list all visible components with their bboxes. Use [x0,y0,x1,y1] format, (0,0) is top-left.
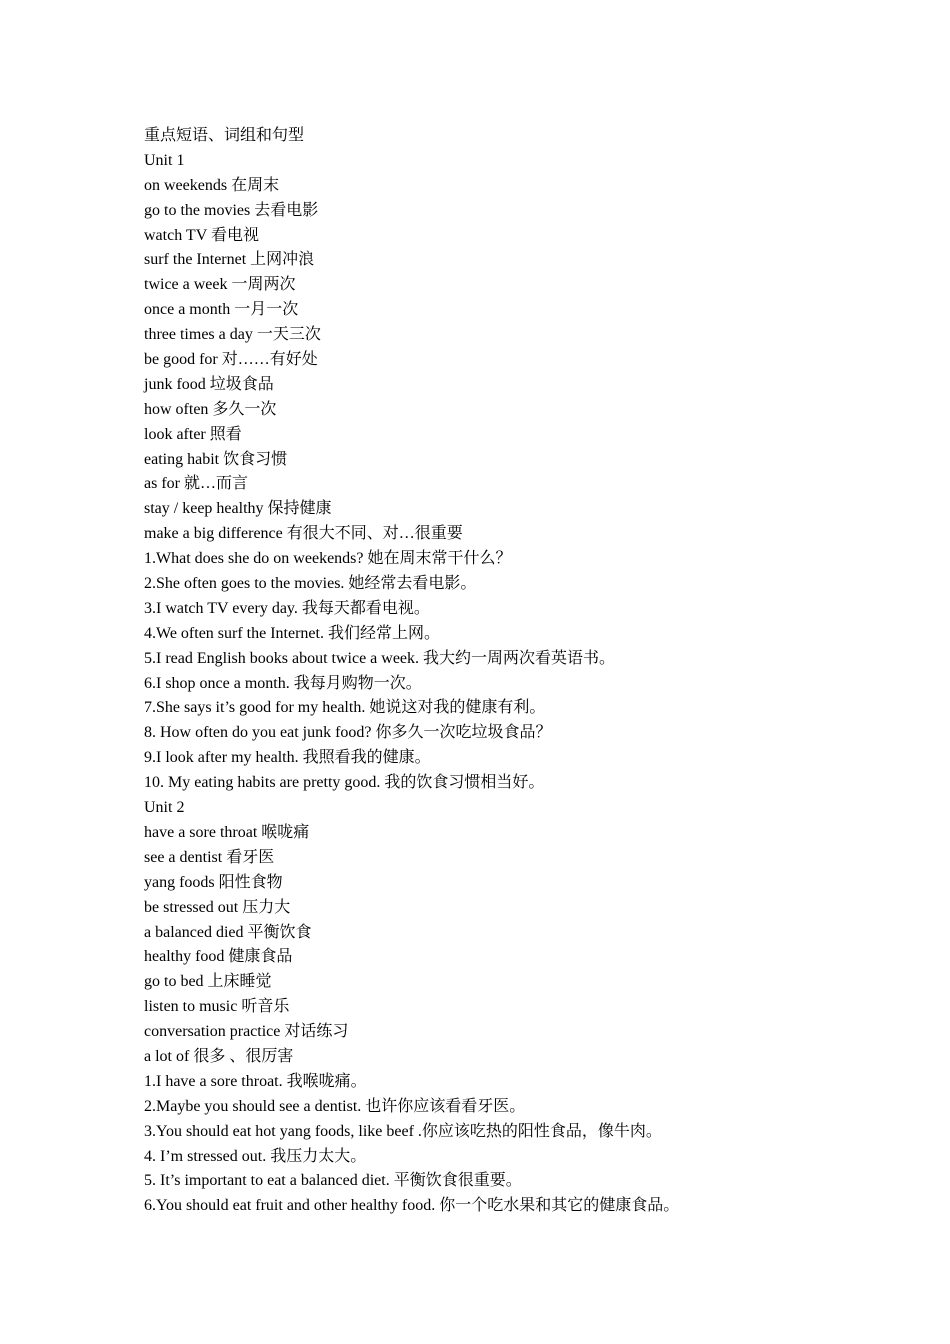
unit-2-sentence: 4. I’m stressed out. 我压力太大。 [144,1147,367,1165]
unit-2-phrase: have a sore throat 喉咙痛 [144,823,310,841]
unit-1-sentence: 3.I watch TV every day. 我每天都看电视。 [144,599,430,617]
unit-2-sentence: 6.You should eat fruit and other healthy food. 你一个吃水果和其它的健康食品。 [144,1197,680,1215]
unit-1-sentence: 9.I look after my health. 我照看我的健康。 [144,749,431,767]
unit-1-sentence: 5.I read English books about twice a week. 我大约一周两次看英语书。 [144,649,616,667]
unit-2-phrase: listen to music 听音乐 [144,998,290,1016]
unit-1-sentence: 10. My eating habits are pretty good. 我的饮食习惯相当好。 [144,774,545,792]
unit-1-phrase: twice a week 一周两次 [144,276,296,294]
unit-1-sentence: 7.She says it’s good for my health. 她说这对我的健康有利。 [144,699,546,717]
unit-2-sentence: 5. It’s important to eat a balanced diet. 平衡饮食很重要。 [144,1172,522,1190]
unit-1-phrase: watch TV 看电视 [144,226,259,244]
unit-1-phrase: look after 照看 [144,425,242,443]
unit-2-phrase: go to bed 上床睡觉 [144,973,272,991]
unit-1-heading: Unit 1 [144,151,185,169]
document-content [144,124,904,1219]
unit-2-phrase: yang foods 阳性食物 [144,873,283,891]
unit-1-phrase: stay / keep healthy 保持健康 [144,500,332,518]
unit-1-phrase: be good for 对……有好处 [144,351,318,369]
unit-1-sentence: 6.I shop once a month. 我每月购物一次。 [144,674,422,692]
unit-1-phrase: surf the Internet 上网冲浪 [144,251,315,269]
unit-1-phrase: three times a day 一天三次 [144,326,321,344]
unit-2-phrase: healthy food 健康食品 [144,948,293,966]
unit-2-phrase: see a dentist 看牙医 [144,848,275,866]
unit-2-phrase: a balanced died 平衡饮食 [144,923,312,941]
unit-1-sentence: 4.We often surf the Internet. 我们经常上网。 [144,624,440,642]
unit-1-sentence: 1.What does she do on weekends? 她在周末常干什么？ [144,550,512,568]
unit-1-phrase: eating habit 饮食习惯 [144,450,288,468]
unit-2-sentence: 2.Maybe you should see a dentist. 也许你应该看看牙医。 [144,1097,526,1115]
unit-1-phrase: go to the movies 去看电影 [144,201,319,219]
unit-2-phrase: a lot of 很多 、很厉害 [144,1047,294,1065]
unit-1-phrase: once a month 一月一次 [144,301,299,319]
unit-2-sentence: 1.I have a sore throat. 我喉咙痛。 [144,1072,367,1090]
unit-1-phrase: junk food 垃圾食品 [144,375,274,393]
unit-1-phrase: as for 就…而言 [144,475,248,493]
unit-1-phrase: how often 多久一次 [144,400,277,418]
unit-1-phrase: make a big difference 有很大不同、对…很重要 [144,525,463,543]
unit-2-heading: Unit 2 [144,799,185,817]
unit-2-sentence: 3.You should eat hot yang foods, like beef .你应该吃热的阳性食品，像牛肉。 [144,1122,662,1140]
document-title: 重点短语、词组和句型 [144,127,305,144]
unit-1-sentence: 2.She often goes to the movies. 她经常去看电影。 [144,575,477,593]
unit-1-phrase: on weekends 在周末 [144,176,280,194]
unit-1-sentence: 8. How often do you eat junk food? 你多久一次吃垃圾食品？ [144,724,552,742]
unit-2-phrase: be stressed out 压力大 [144,898,291,916]
unit-2-phrase: conversation practice 对话练习 [144,1023,349,1041]
